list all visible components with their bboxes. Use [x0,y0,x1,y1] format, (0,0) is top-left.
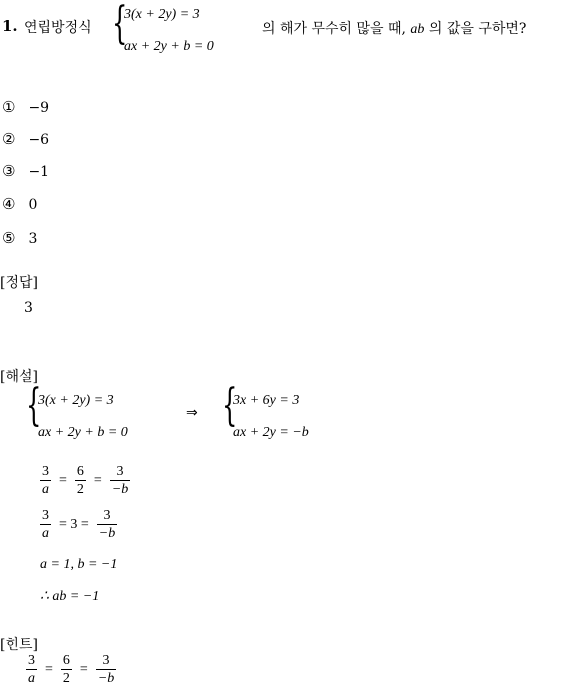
answer-value: 3 [24,300,33,316]
option-2[interactable] [2,130,49,148]
option-4-value: 0 [28,197,38,213]
equals-sign: = [59,472,67,488]
problem-tail-a: 의 해가 무수히 많을 때, [262,21,406,37]
option-4-mark: ④ [2,195,16,213]
fraction-den: a [28,671,35,686]
fraction-den: −b [98,526,116,541]
fraction-num: 6 [76,464,84,479]
fraction-den: 2 [62,671,70,686]
solution-ratio-1 [38,463,132,498]
solution-sys2-eq1: 3x + 6y = 3 [233,393,300,408]
solution-arrow: ⇒ [186,405,198,421]
equals-sign: = [45,661,53,677]
option-1-mark: ① [2,98,16,116]
solution-conclusion: ∴ ab = −1 [40,589,100,604]
option-2-mark: ② [2,130,16,148]
fraction-den: −b [111,482,129,497]
solution-ratio-2 [38,507,119,542]
problem-lead: 연립방정식 [24,20,92,36]
answer-label: [정답] [0,275,38,291]
problem-eq1: 3(x + 2y) = 3 [124,7,200,22]
solution-brace-1: { [26,380,42,431]
fraction-num: 3 [103,508,111,523]
option-3-value: −1 [28,164,50,180]
fraction-num: 3 [42,464,49,479]
fraction-num: 3 [42,508,49,523]
problem-tail-var: ab [410,22,425,37]
hint-label: [힌트] [0,637,38,653]
system-brace: { [112,0,128,49]
option-2-value: −6 [28,132,50,148]
problem-eq2: ax + 2y + b = 0 [124,39,214,54]
hint-ratio [24,652,118,687]
fraction-den: −b [97,671,115,686]
fraction-den: a [42,482,49,497]
equals-sign: = [79,661,88,677]
fraction-num: 6 [62,653,70,668]
solution-brace-2: { [222,380,238,431]
fraction-num: 3 [116,464,124,479]
fraction-den: a [42,526,49,541]
option-3[interactable] [2,162,49,180]
solution-sys2-eq2: ax + 2y = −b [233,425,309,440]
fraction-den: 2 [76,482,84,497]
option-1[interactable] [2,98,49,116]
option-4[interactable] [2,195,37,213]
solution-sys1-eq2: ax + 2y + b = 0 [38,425,128,440]
problem-tail-b: 의 값을 구하면? [428,21,527,37]
option-5-mark: ⑤ [2,229,16,247]
middle-equality: = 3 = [59,516,89,532]
fraction-num: 3 [28,653,35,668]
fraction-num: 3 [102,653,110,668]
problem-question [262,18,526,38]
option-1-value: −9 [28,100,50,116]
solution-values: a = 1, b = −1 [40,557,118,572]
solution-sys1-eq1: 3(x + 2y) = 3 [38,393,114,408]
option-3-mark: ③ [2,162,16,180]
problem-number: 1. [2,17,18,35]
option-5[interactable] [2,229,37,247]
option-5-value: 3 [28,231,38,247]
solution-label: [해설] [0,369,38,385]
equals-sign: = [93,472,102,488]
